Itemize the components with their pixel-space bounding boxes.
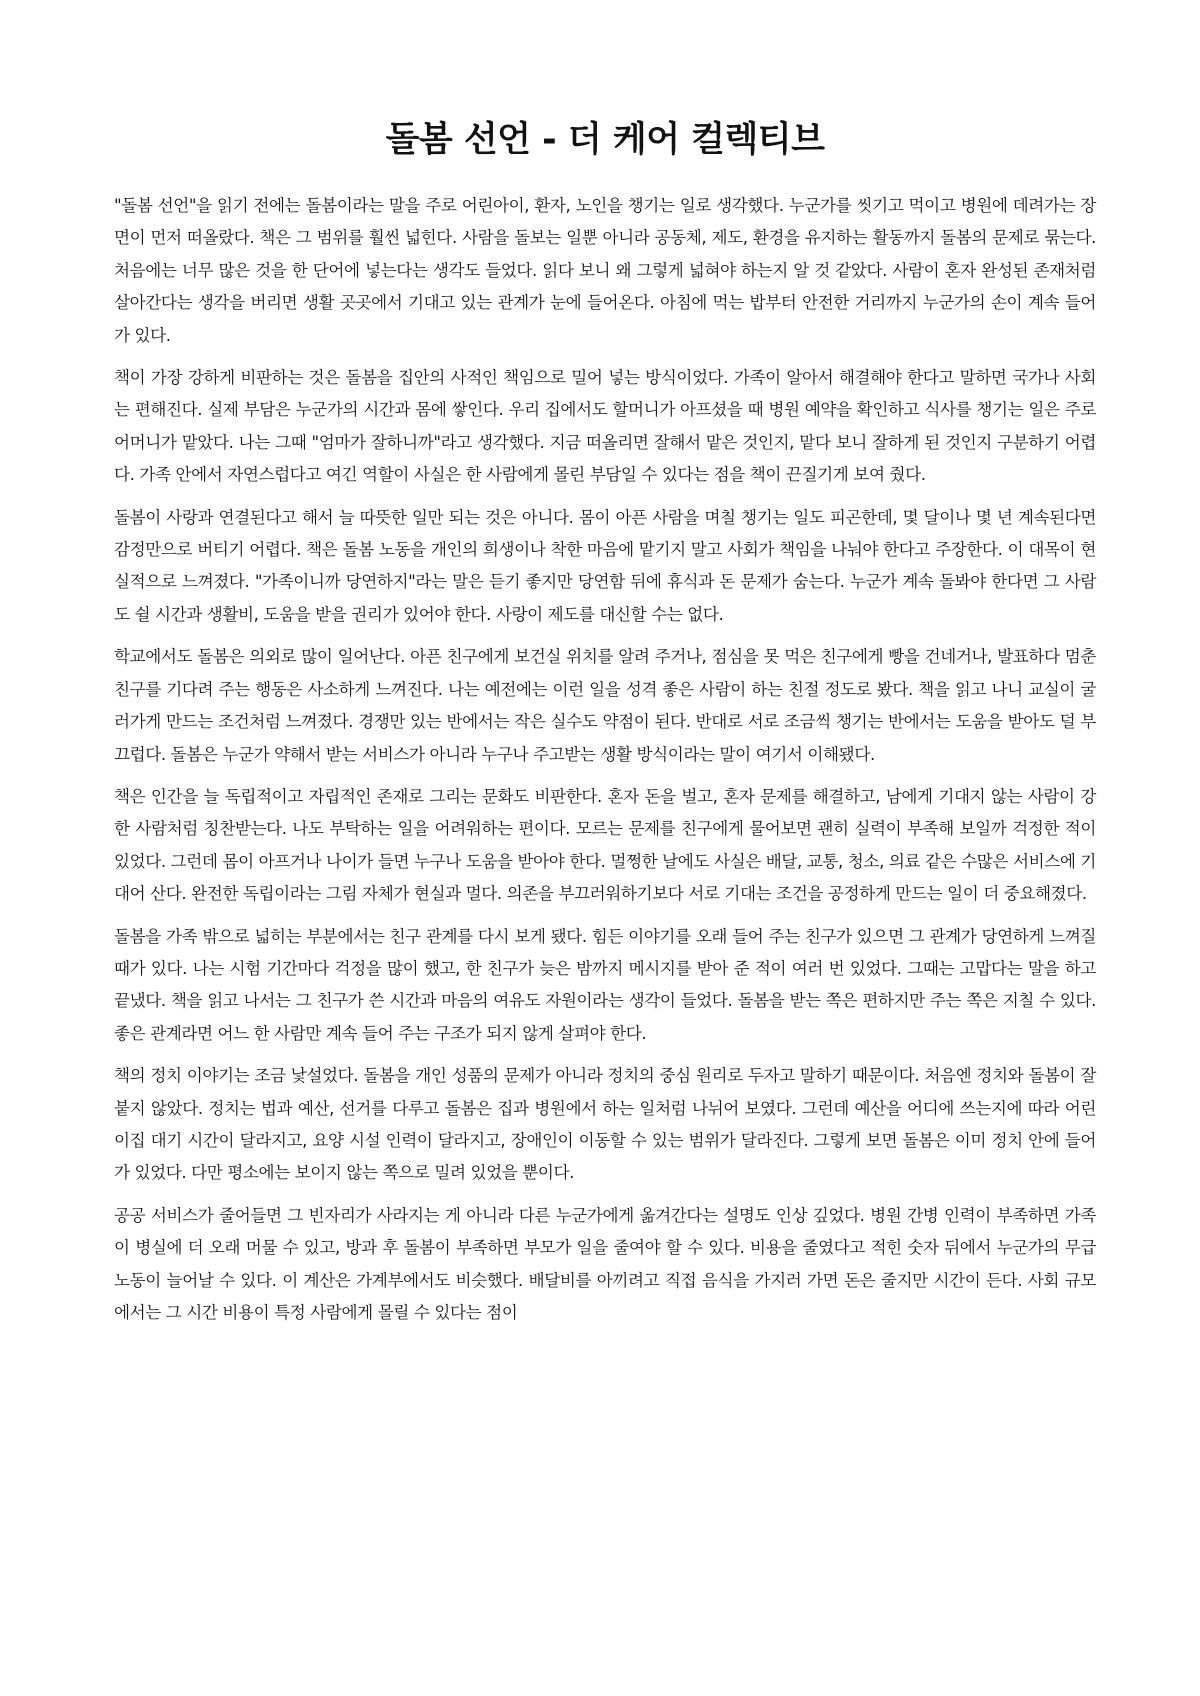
paragraph-1: "돌봄 선언"을 읽기 전에는 돌봄이라는 말을 주로 어린아이, 환자, 노인을 챙기는 일로 생각했다. 누군가를 씻기고 먹이고 병원에 데려가는 장면이 먼저 떠올랐다. 책은 그 범위를 훨씬 넓힌다. 사람을 돌보는 일뿐 아니라 공동체, 제도, 환경을 유지하는 활동까지 돌봄의 문제로 묶는다. 처음에는 너무 많은 것을 한 단어에 넣는다는 생각도 들었다. 읽다 보니 왜 그렇게 넓혀야 하는지 알 것 같았다. 사람이 혼자 완성된 존재처럼 살아간다는 생각을 버리면 생활 곳곳에서 기대고 있는 관계가 눈에 들어온다. 아침에 먹는 밥부터 안전한 거리까지 누군가의 손이 계속 들어가 있다. — [114, 196, 1096, 345]
paragraph-6: 돌봄을 가족 밖으로 넓히는 부분에서는 친구 관계를 다시 보게 됐다. 힘든 이야기를 오래 들어 주는 친구가 있으면 그 관계가 당연하게 느껴질 때가 있다. 나는 시험 기간마다 걱정을 많이 했고, 한 친구가 늦은 밤까지 메시지를 받아 준 적이 여러 번 있었다. 그때는 고맙다는 말을 하고 끝냈다. 책을 읽고 나서는 그 친구가 쓴 시간과 마음의 여유도 자원이라는 생각이 들었다. 돌봄을 받는 쪽은 편하지만 주는 쪽은 지칠 수 있다. 좋은 관계라면 어느 한 사람만 계속 들어 주는 구조가 되지 않게 살펴야 한다. — [114, 926, 1096, 1043]
paragraph-5: 책은 인간을 늘 독립적이고 자립적인 존재로 그리는 문화도 비판한다. 혼자 돈을 벌고, 혼자 문제를 해결하고, 남에게 기대지 않는 사람이 강한 사람처럼 칭찬받는다. 나도 부탁하는 일을 어려워하는 편이다. 모르는 문제를 친구에게 물어보면 괜히 실력이 부족해 보일까 걱정한 적이 있었다. 그런데 몸이 아프거나 나이가 들면 누구나 도움을 받아야 한다. 멀쩡한 날에도 사실은 배달, 교통, 청소, 의료 같은 수많은 서비스에 기대어 산다. 완전한 독립이라는 그림 자체가 현실과 멀다. 의존을 부끄러워하기보다 서로 기대는 조건을 공정하게 만드는 일이 더 중요해졌다. — [114, 786, 1096, 904]
document-body — [114, 190, 1096, 1329]
paragraph-8: 공공 서비스가 줄어들면 그 빈자리가 사라지는 게 아니라 다른 누군가에게 옮겨간다는 설명도 인상 깊었다. 병원 간병 인력이 부족하면 가족이 병실에 더 오래 머물 수 있고, 방과 후 돌봄이 부족하면 부모가 일을 줄여야 할 수 있다. 비용을 줄였다고 적힌 숫자 뒤에서 누군가의 무급 노동이 늘어날 수 있다. 이 계산은 가계부에서도 비슷했다. 배달비를 아끼려고 직접 음식을 가지러 가면 돈은 줄지만 시간이 든다. 사회 규모에서는 그 시간 비용이 특정 사람에게 몰릴 수 있다는 점이 — [114, 1205, 1096, 1322]
paragraph-7: 책의 정치 이야기는 조금 낯설었다. 돌봄을 개인 성품의 문제가 아니라 정치의 중심 원리로 두자고 말하기 때문이다. 처음엔 정치와 돌봄이 잘 붙지 않았다. 정치는 법과 예산, 선거를 다루고 돌봄은 집과 병원에서 하는 일처럼 나뉘어 보였다. 그런데 예산을 어디에 쓰는지에 따라 어린이집 대기 시간이 달라지고, 요양 시설 인력이 달라지고, 장애인이 이동할 수 있는 범위가 달라진다. 그렇게 보면 돌봄은 이미 정치 안에 들어가 있었다. 다만 평소에는 보이지 않는 쪽으로 밀려 있었을 뿐이다. — [114, 1066, 1096, 1183]
paragraph-3: 돌봄이 사랑과 연결된다고 해서 늘 따뜻한 일만 되는 것은 아니다. 몸이 아픈 사람을 며칠 챙기는 일도 피곤한데, 몇 달이나 몇 년 계속된다면 감정만으로 버티기 어렵다. 책은 돌봄 노동을 개인의 희생이나 착한 마음에 맡기지 말고 사회가 책임을 나눠야 한다고 주장한다. 이 대목이 현실적으로 느껴졌다. "가족이니까 당연하지"라는 말은 듣기 좋지만 당연함 뒤에 휴식과 돈 문제가 숨는다. 누군가 계속 돌봐야 한다면 그 사람도 쉴 시간과 생활비, 도움을 받을 권리가 있어야 한다. 사랑이 제도를 대신할 수는 없다. — [114, 507, 1096, 624]
paragraph-4: 학교에서도 돌봄은 의외로 많이 일어난다. 아픈 친구에게 보건실 위치를 알려 주거나, 점심을 못 먹은 친구에게 빵을 건네거나, 발표하다 멈춘 친구를 기다려 주는 행동은 사소하게 느껴진다. 나는 예전에는 이런 일을 성격 좋은 사람이 하는 친절 정도로 봤다. 책을 읽고 나니 교실이 굴러가게 만드는 조건처럼 느껴졌다. 경쟁만 있는 반에서는 작은 실수도 약점이 된다. 반대로 서로 조금씩 챙기는 반에서는 도움을 받아도 덜 부끄럽다. 돌봄은 누군가 약해서 받는 서비스가 아니라 누구나 주고받는 생활 방식이라는 말이 여기서 이해됐다. — [114, 647, 1096, 764]
paragraph-2: 책이 가장 강하게 비판하는 것은 돌봄을 집안의 사적인 책임으로 밀어 넣는 방식이었다. 가족이 알아서 해결해야 한다고 말하면 국가나 사회는 편해진다. 실제 부담은 누군가의 시간과 몸에 쌓인다. 우리 집에서도 할머니가 아프셨을 때 병원 예약을 확인하고 식사를 챙기는 일은 주로 어머니가 맡았다. 나는 그때 "엄마가 잘하니까"라고 생각했다. 지금 떠올리면 잘해서 맡은 것인지, 맡다 보니 잘하게 된 것인지 구분하기 어렵다. 가족 안에서 자연스럽다고 여긴 역할이 사실은 한 사람에게 몰린 부담일 수 있다는 점을 책이 끈질기게 보여 줬다. — [114, 368, 1096, 485]
document-title: 돌봄 선언 - 더 케어 컬렉티브 — [385, 120, 825, 160]
